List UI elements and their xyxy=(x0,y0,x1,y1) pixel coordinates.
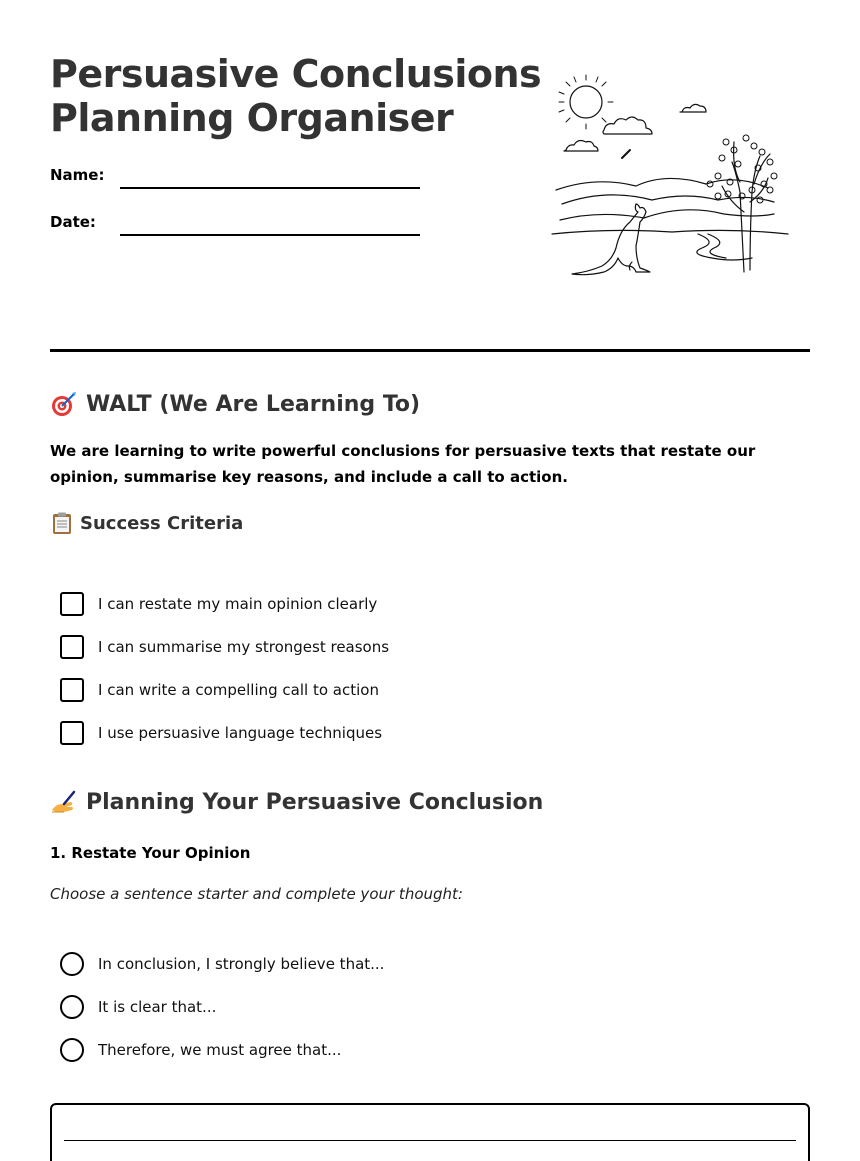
section-1-instruction: Choose a sentence starter and complete your thought: xyxy=(50,885,463,903)
starter-label: It is clear that... xyxy=(98,997,217,1016)
criteria-label: I use persuasive language techniques xyxy=(98,723,383,742)
success-criteria-heading xyxy=(50,511,243,535)
writing-hand-icon xyxy=(50,788,78,816)
criteria-checkbox[interactable] xyxy=(60,635,84,659)
starter-radio[interactable] xyxy=(60,995,84,1019)
planning-heading-text: Planning Your Persuasive Conclusion xyxy=(86,789,544,815)
clipboard-icon xyxy=(50,511,74,535)
section-1-title: 1. Restate Your Opinion xyxy=(50,844,251,862)
criteria-item xyxy=(60,668,389,711)
writing-line xyxy=(64,1140,796,1141)
criteria-label: I can restate my main opinion clearly xyxy=(98,594,378,613)
date-field[interactable] xyxy=(120,234,420,236)
name-label: Name: xyxy=(50,166,105,184)
starter-label: Therefore, we must agree that... xyxy=(98,1040,342,1059)
target-dart-icon xyxy=(50,390,78,418)
success-criteria-heading-text: Success Criteria xyxy=(80,512,244,534)
criteria-checkbox[interactable] xyxy=(60,678,84,702)
criteria-item xyxy=(60,582,389,625)
starter-option xyxy=(60,942,384,985)
starter-option xyxy=(60,1028,384,1071)
starter-option xyxy=(60,985,384,1028)
criteria-item xyxy=(60,711,389,754)
criteria-checkbox[interactable] xyxy=(60,721,84,745)
title-line-2: Planning Organiser xyxy=(50,96,454,140)
walt-heading-text: WALT (We Are Learning To) xyxy=(86,391,421,417)
sentence-starter-list xyxy=(60,942,384,1071)
walt-heading xyxy=(50,390,420,418)
date-label: Date: xyxy=(50,213,96,231)
criteria-label: I can write a compelling call to action xyxy=(98,680,379,699)
page-title xyxy=(50,52,541,140)
section-divider xyxy=(50,349,810,352)
criteria-checkbox[interactable] xyxy=(60,592,84,616)
starter-radio[interactable] xyxy=(60,1038,84,1062)
walt-statement: We are learning to write powerful conclusions for persuasive texts that restate our opinion, summarise key reasons, and include a call to action. xyxy=(50,442,756,486)
criteria-label: I can summarise my strongest reasons xyxy=(98,637,390,656)
title-line-1: Persuasive Conclusions xyxy=(50,52,542,96)
opinion-writing-box[interactable] xyxy=(50,1103,810,1161)
planning-heading xyxy=(50,788,543,816)
starter-radio[interactable] xyxy=(60,952,84,976)
success-criteria-list xyxy=(60,582,389,754)
starter-label: In conclusion, I strongly believe that... xyxy=(98,954,385,973)
criteria-item xyxy=(60,625,389,668)
outback-landscape-illustration xyxy=(548,72,794,292)
name-field[interactable] xyxy=(120,187,420,189)
